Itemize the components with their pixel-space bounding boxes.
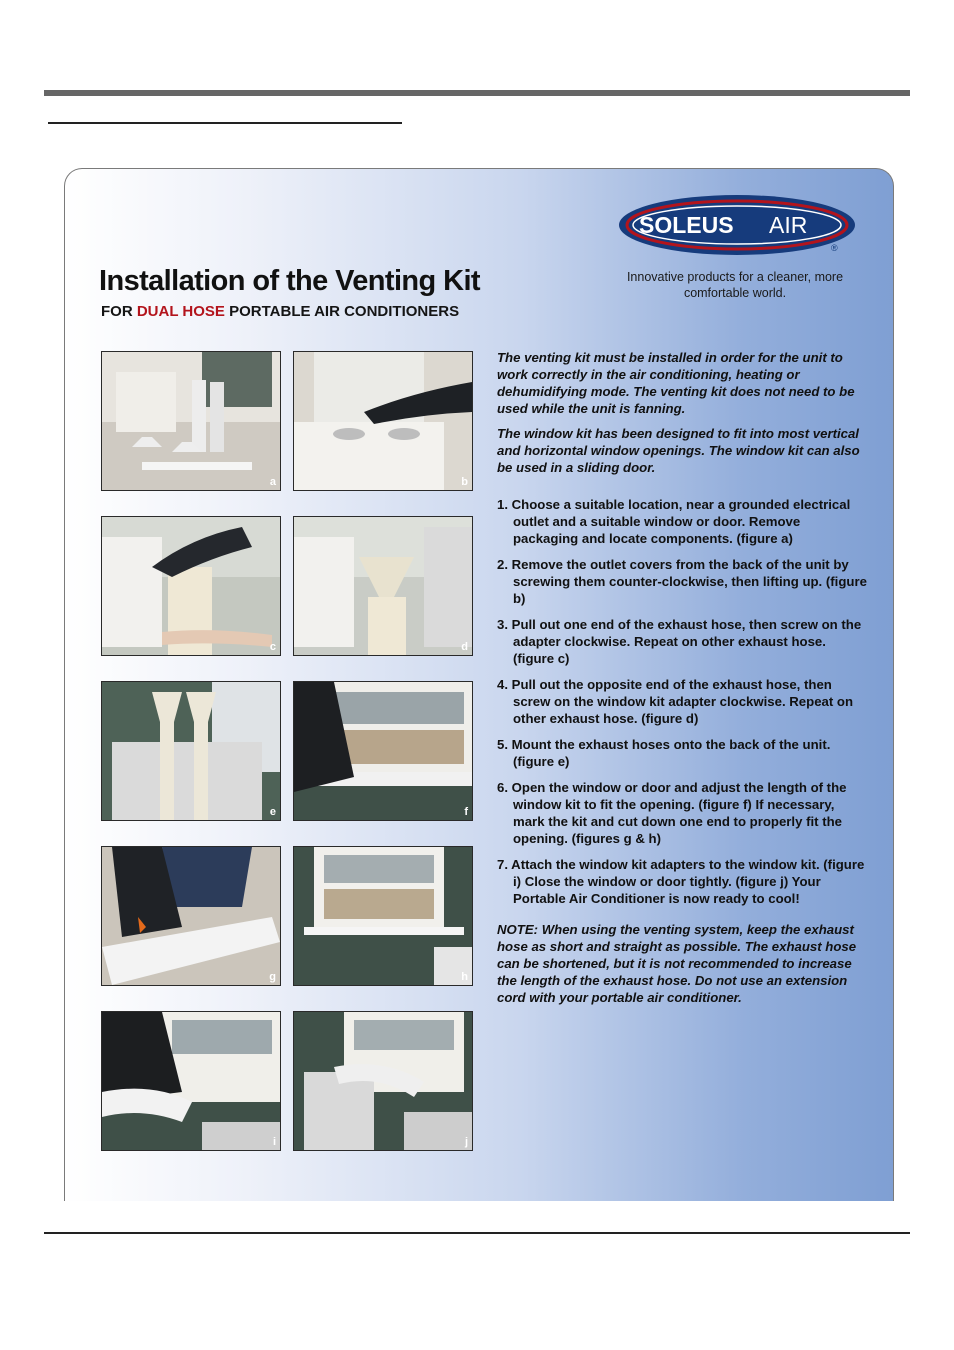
- figure-e-photo: [101, 681, 281, 821]
- soleusair-logo: [617, 193, 857, 257]
- step-7: 7. Attach the window kit adapters to the window kit. (figure i) Close the window or door tightly. (figure j) Your Portable Air Conditioner is now ready to cool!: [497, 857, 865, 906]
- figure-h-letter: h: [461, 971, 468, 983]
- step-6: 6. Open the window or door and adjust the length of the window kit to fit the opening. (figure f) If necessary, mark the kit and cut down one end to properly fit the opening. (figures g & h): [497, 780, 847, 846]
- page-title: Installation of the Venting Kit: [99, 265, 480, 297]
- step-5: 5. Mount the exhaust hoses onto the back of the unit. (figure e): [497, 737, 831, 769]
- intro-paragraph-2: The window kit has been designed to fit into most vertical and horizontal window openings. The window kit can also be used in a sliding door.: [497, 426, 860, 475]
- registered-mark: ®: [831, 243, 838, 253]
- figure-e-letter: e: [269, 806, 276, 818]
- logo-text-bold: SOLEUS: [639, 212, 734, 238]
- figure-b-letter: b: [461, 476, 468, 488]
- subtitle-prefix: FOR: [101, 303, 133, 320]
- figure-f-letter: f: [464, 806, 468, 818]
- figure-c-letter: c: [269, 641, 276, 653]
- page-subtitle: [101, 303, 459, 320]
- step-4: 4. Pull out the opposite end of the exhaust hose, then screw on the window kit adapter clockwise. Repeat on other exhaust hose. (figure d): [497, 677, 854, 726]
- figure-a-letter: a: [269, 476, 276, 488]
- figure-j-letter: j: [464, 1136, 468, 1148]
- subtitle-suffix: PORTABLE AIR CONDITIONERS: [229, 303, 460, 320]
- brand-tagline: Innovative products for a cleaner, more comfortable world.: [626, 270, 844, 300]
- top-rule: [44, 90, 910, 96]
- figure-d-photo: [293, 516, 473, 656]
- bottom-rule: [44, 1232, 910, 1234]
- figure-i-letter: i: [272, 1136, 276, 1148]
- figure-i-photo: [101, 1011, 281, 1151]
- intro-paragraph-1: The venting kit must be installed in order for the unit to work correctly in the air conditioning, heating or dehumidifying mode. The venting kit does not need to be used while the unit is fanning.: [497, 350, 855, 416]
- step-3: 3. Pull out one end of the exhaust hose, then screw on the adapter clockwise. Repeat on other exhaust hose. (figure c): [497, 617, 862, 666]
- figure-g-photo: [101, 846, 281, 986]
- figure-g-letter: g: [269, 971, 276, 983]
- figure-j-photo: [293, 1011, 473, 1151]
- section-underline: [48, 122, 402, 124]
- figure-f-photo: [293, 681, 473, 821]
- figure-a-photo: [101, 351, 281, 491]
- figure-c-photo: [101, 516, 281, 656]
- figure-h-photo: [293, 846, 473, 986]
- step-list: [497, 496, 869, 907]
- note-paragraph: NOTE: When using the venting system, keep the exhaust hose as short and straight as possible. The exhaust hose can be shortened, but it is not recommended to increase the length of the exhaust hose. Do not use an extension cord with your portable air conditioner.: [497, 922, 857, 1005]
- subtitle-highlight: DUAL HOSE: [136, 303, 225, 320]
- venting-kit-panel: [64, 168, 894, 1201]
- step-2: 2. Remove the outlet covers from the back of the unit by screwing them counter-clockwise, then lifting up. (figure b): [497, 557, 867, 606]
- instructions-column: [497, 349, 869, 1019]
- figure-b-photo: [293, 351, 473, 491]
- figure-d-letter: d: [461, 641, 468, 653]
- step-1: 1. Choose a suitable location, near a grounded electrical outlet and a suitable window or door. Remove packaging and locate components. (figure a): [497, 497, 851, 546]
- logo-text-light: AIR: [769, 212, 808, 238]
